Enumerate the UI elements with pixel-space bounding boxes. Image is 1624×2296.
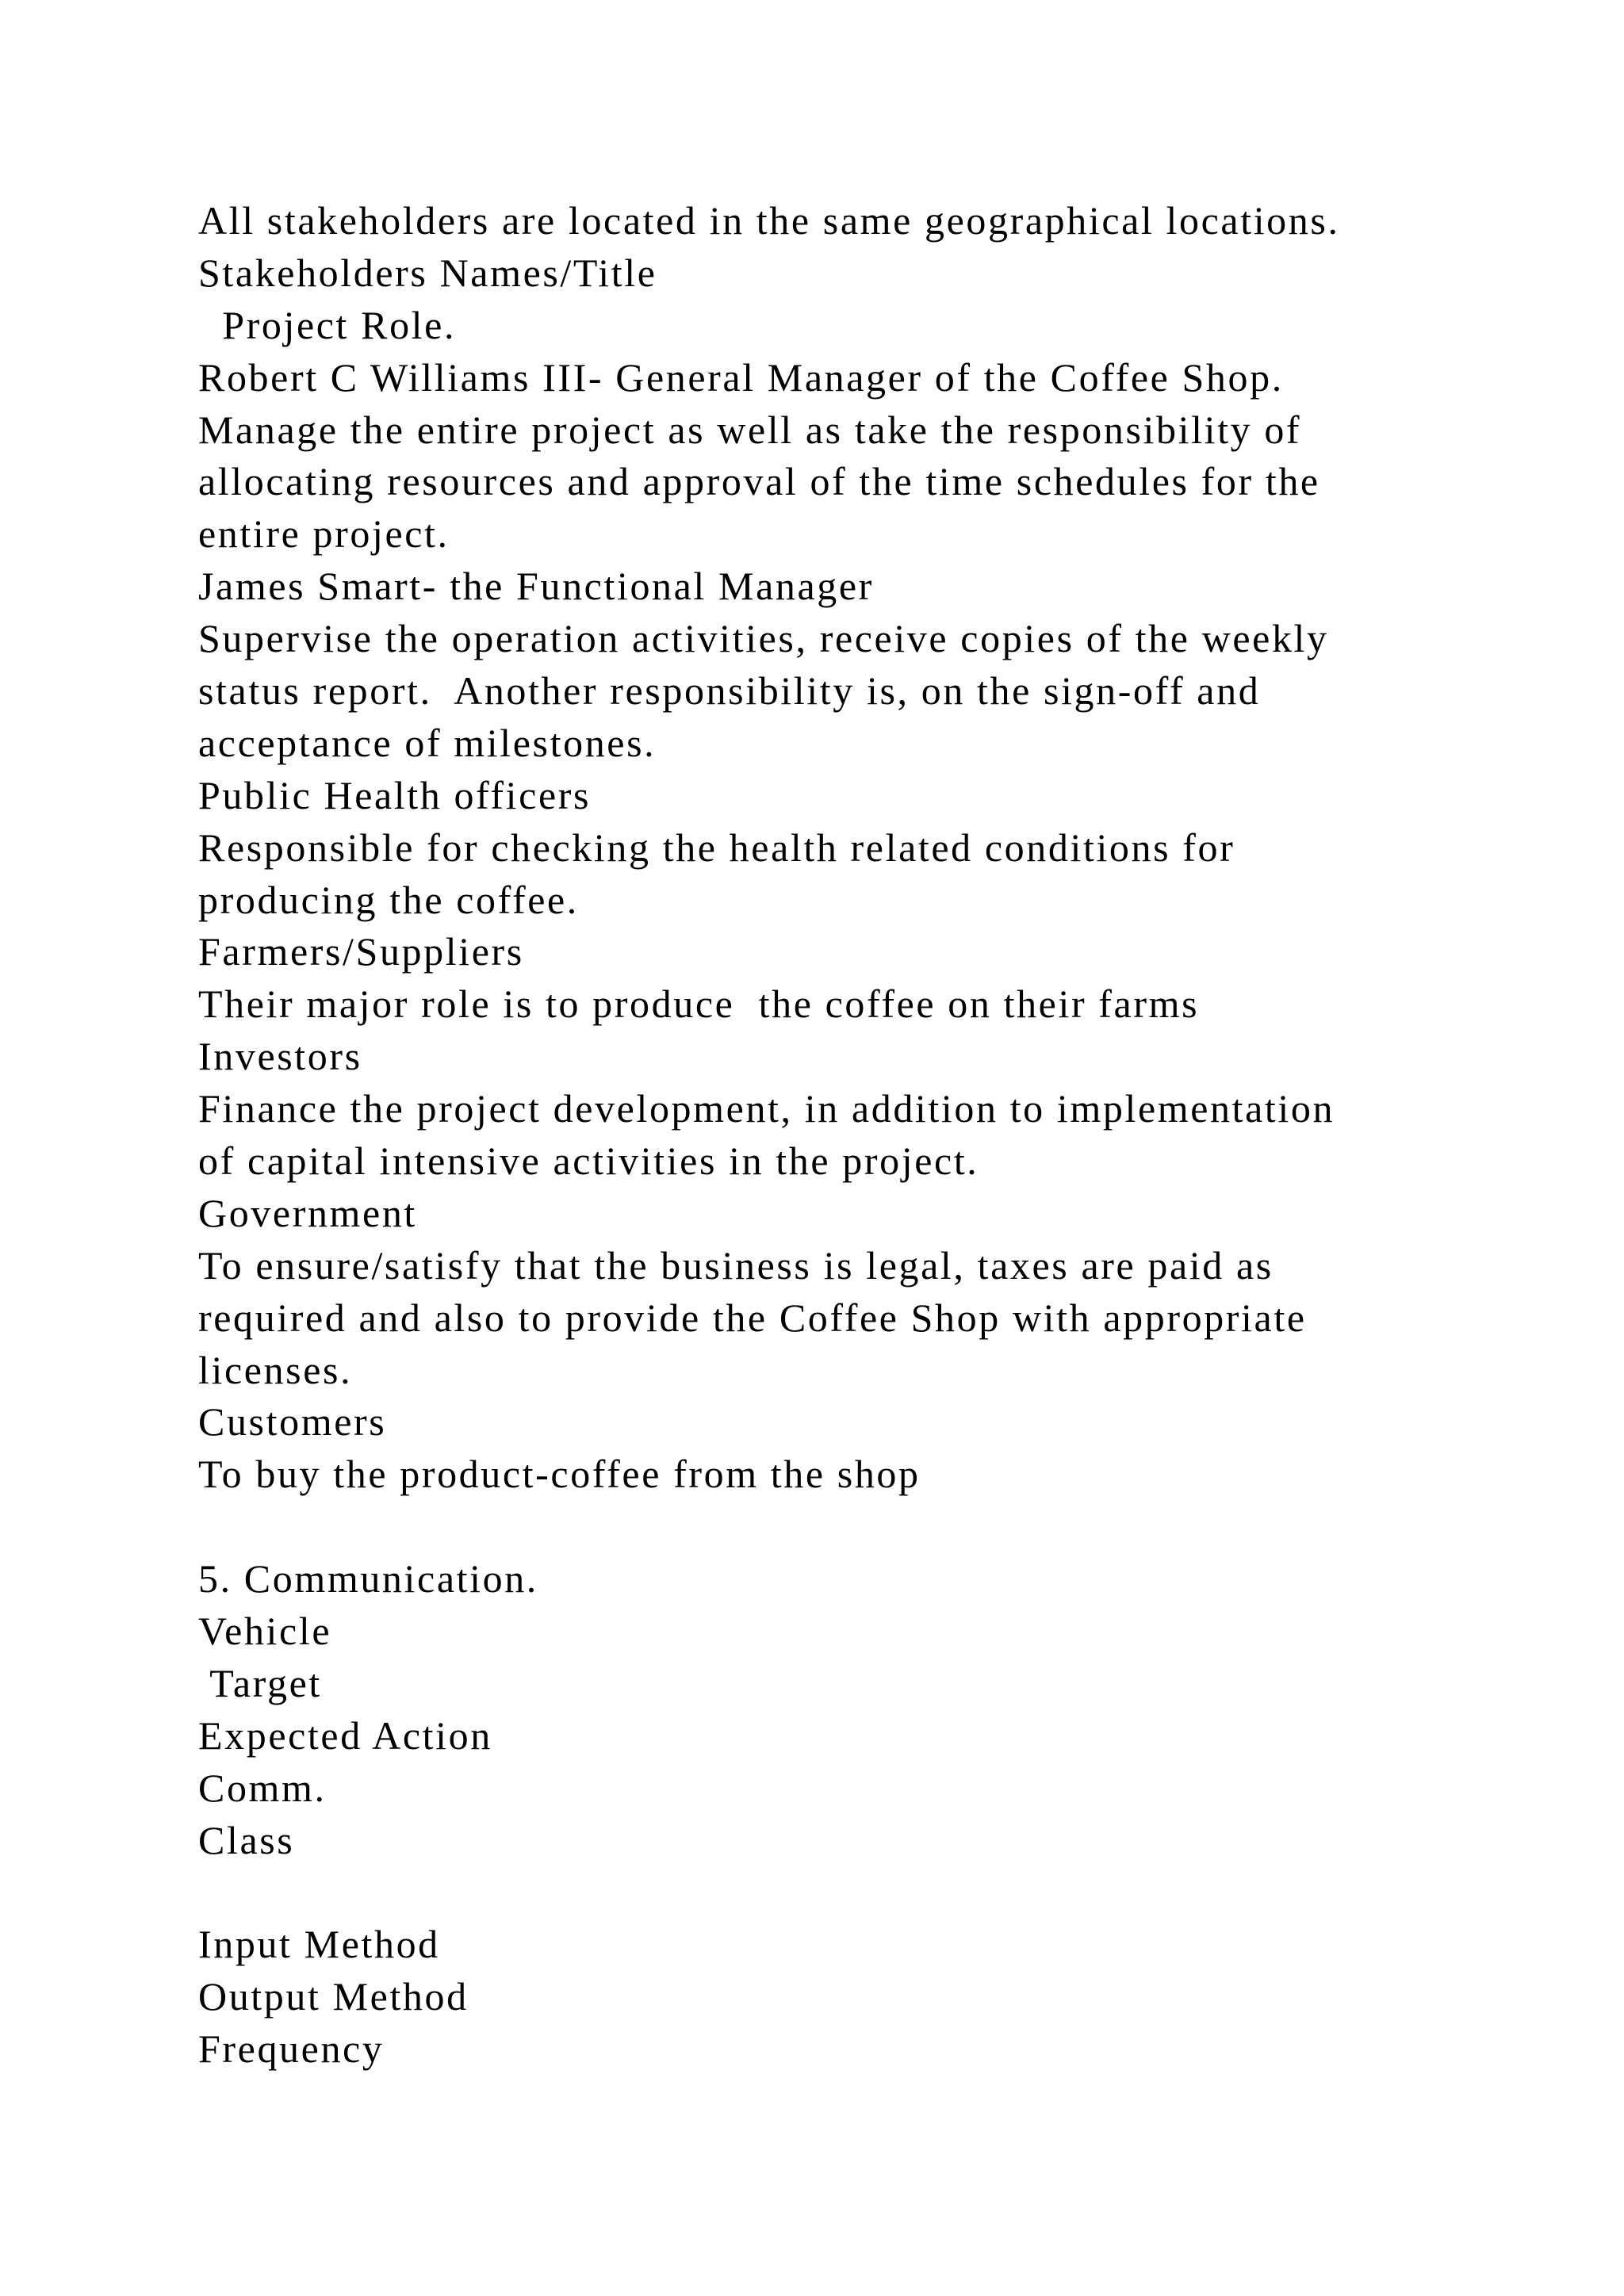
text-line: acceptance of milestones. (198, 720, 657, 765)
text-line: All stakeholders are located in the same geographical locations. (198, 198, 1340, 243)
text-line: required and also to provide the Coffee Shop with appropriate (198, 1295, 1307, 1340)
blank-line (198, 1867, 1546, 1919)
text-line: Vehicle (198, 1609, 332, 1654)
text-line: Finance the project development, in addition to implementation (198, 1086, 1335, 1131)
text-line: Customers (198, 1399, 387, 1445)
text-line: Government (198, 1190, 417, 1235)
text-line: Public Health officers (198, 772, 592, 817)
text-line: Output Method (198, 1974, 469, 2019)
text-line: James Smart- the Functional Manager (198, 564, 874, 609)
text-line: licenses. (198, 1347, 353, 1392)
text-line: To buy the product-coffee from the shop (198, 1452, 921, 1497)
text-line: Input Method (198, 1922, 440, 1967)
text-line: Supervise the operation activities, receive copies of the weekly (198, 616, 1329, 661)
text-line: Frequency (198, 2026, 385, 2072)
section-heading: 5. Communication. (198, 1556, 538, 1601)
text-line: Responsible for checking the health related conditions for (198, 825, 1235, 870)
text-line: producing the coffee. (198, 877, 579, 922)
text-line: To ensure/satisfy that the business is legal, taxes are paid as (198, 1242, 1274, 1288)
text-line: entire project. (198, 511, 450, 557)
text-line: allocating resources and approval of the time schedules for the (198, 459, 1320, 504)
text-line: Target (198, 1660, 322, 1705)
text-line: Their major role is to produce the coffee on their farms (198, 982, 1200, 1027)
text-line: Expected Action (198, 1712, 492, 1758)
text-line: Investors (198, 1034, 362, 1079)
text-line: Robert C Williams III- General Manager of the Coffee Shop. (198, 354, 1284, 400)
text-line: status report. Another responsibility is, on the sign-off and (198, 668, 1261, 714)
text-line: Manage the entire project as well as take the responsibility of (198, 407, 1302, 452)
blank-line (198, 1501, 1546, 1553)
document-body (198, 195, 1546, 2076)
text-line: Comm. (198, 1765, 327, 1810)
text-line: Class (198, 1817, 295, 1862)
text-line: of capital intensive activities in the project. (198, 1138, 979, 1184)
text-line: Stakeholders Names/Title (198, 250, 657, 295)
text-line: Farmers/Suppliers (198, 929, 524, 974)
text-line: Project Role. (198, 302, 457, 347)
